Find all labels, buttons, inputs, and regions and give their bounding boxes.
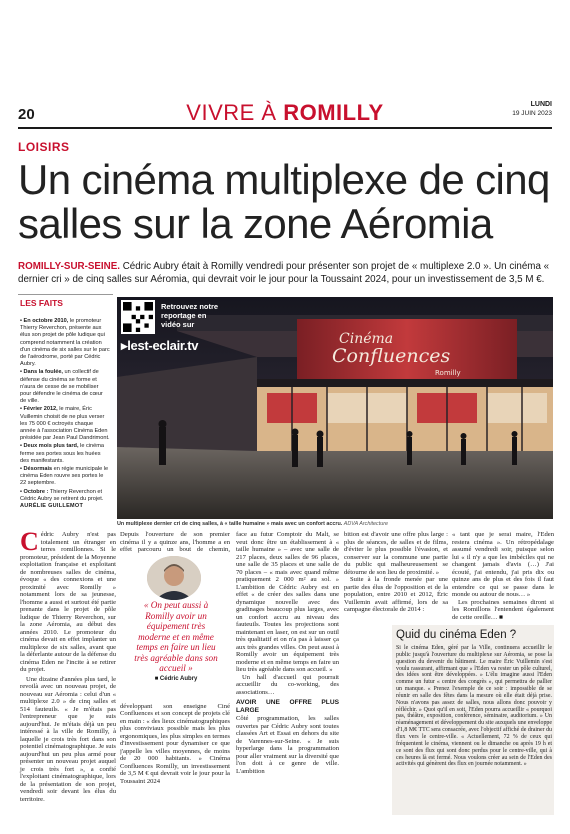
body-column-2-top — [120, 531, 230, 556]
body-column-3 — [236, 531, 339, 818]
quid-body: Si le cinéma Eden, géré par la Ville, continuera accueillir le public jusqu'à l'ouverture du multiplexe sur Aéromia, se pose la question du devenir du bâtiment. Le maire Éric Vuillemin s'est voulu rassurant, affirmant que « l'Eden va rester un pôle culturel, des idées sont être développées. » L'élu imagine aussi l'Eden comme un futur « centre des congrès », qui permettra de pallier un manque. « Prenez l'exemple de ce soir : impossible de se réunir en salle des fêtes dans la mesure où elle était déjà prise. Nous n'avons pas assez de salles, nous allons donc pouvoir y réfléchir. » Quoi qu'il en soit, l'Eden pourra accueillir « pourquoi pas, théâtre, exposition, conférence, séminaire, auditorium. » Un réaménagement et développement du site auxquels une enveloppe d'1,8 M€ TTC sera consacrée, avec l'objectif affiché de drainer du flux vers le centre-ville. « Actuellement, 72 % de ceux qui fréquentent le cinéma, viennent ou le dimanche ou après 19 h et ce sont des flux qui sont donc perdus pour le centre-ville, qui à ces heures là est fermé. Nous voulons créer au sein de l'Eden des activités qui génèrent des flux en journée notamment. » — [396, 645, 552, 768]
body-column-1 — [20, 527, 116, 803]
issue-day: LUNDI — [530, 101, 552, 108]
body-text: Les prochaines semaines diront si les Romillons l'entendent également de cette oreille… ■ — [452, 598, 554, 621]
page-number: 20 — [18, 106, 35, 123]
section-title-thin: VIVRE À — [186, 100, 277, 125]
photo-credit: ADVA Architecture — [343, 521, 389, 527]
faits-item — [20, 369, 110, 405]
chapo — [18, 260, 558, 286]
headline: Un cinéma multiplexe de cinq salles sur la zone Aéromia — [18, 156, 550, 247]
video-site-link[interactable]: ▸lest-eclair.tv — [121, 338, 199, 353]
pull-quote — [130, 600, 222, 682]
quid-box — [392, 625, 554, 815]
faits-item — [20, 466, 110, 488]
section-title-bold: ROMILLY — [283, 100, 384, 125]
body-text: bition est d'avoir une offre plus large : plus de séances, de salles et de films, d'éviter le plus possible l'évasion, et conserver sur la commune une partie du public qui malheureusement se détourne de son lieu de proximité. » — [344, 531, 448, 576]
faits-item-text: Thierry Reverchon et Cédric Aubry se retirent du projet. — [20, 488, 104, 502]
faits-item-bold: • Février 2012, — [20, 406, 58, 413]
faits-item-text: le promoteur Thierry Reverchon, présente aux élus son projet de pôle ludique qui comprend notamment la création d'un cinéma de six salles sur le parc de l'aérodrome, porté par Cédric Aubry. — [20, 318, 110, 368]
issue-date-text: 19 JUIN 2023 — [512, 110, 552, 117]
body-column-5 — [452, 531, 554, 621]
faits-item-bold: • En octobre 2010, — [20, 318, 69, 324]
body-column-2-bottom — [120, 702, 230, 818]
portrait-image — [147, 556, 201, 600]
faits-item — [20, 318, 110, 368]
kicker: LOISIRS — [18, 140, 70, 154]
qr-code-icon[interactable] — [121, 300, 155, 334]
body-text: Une dizaine d'années plus tard, le revoilà avec un nouveau projet, de nouveau sur Aéromia : celui d'un « multiplexe 2.0 » de cinq salles et 514 fauteuils. « Je m'étais pas l'entrepreneur que je suis aujourd'hui. Je m'étais déjà un peu intéressé à la ville de Romilly, à laquelle je crois très fort dans son potentiel cinématographique. Je suis aujourd'hui un peu plus armé pour présenter un nouveau projet auquel je crois très fort », a confié l'exploitant cinématographique, lors de la présentation de son projet, vendredi soir devant les élus du territoire. — [20, 675, 116, 803]
dropcap: C — [20, 527, 39, 556]
faits-item-text: en régie municipale le cinéma Eden rouvre ses portes le 22 septembre. — [20, 466, 109, 487]
sign-line-2: Confluences — [332, 345, 451, 367]
faits-item-bold: • Désormais — [20, 466, 53, 473]
faits-item-text: le cinéma ferme ses portes sous les huées des manifestants. — [20, 443, 105, 464]
video-promo-text: Retrouvez notre reportage en vidéo sur — [161, 302, 219, 329]
faits-title: LES FAITS — [20, 298, 63, 308]
author: AURÉLIE GUILLEMOT — [20, 503, 84, 509]
photo-caption — [117, 521, 553, 528]
body-text: Depuis l'ouverture de son premier cinéma il y a quinze ans, l'homme a en effet parcouru un bout de chemin, — [120, 531, 230, 553]
sign-line-1: Cinéma — [339, 331, 394, 347]
body-text: « tant que je serai maire, l'Eden restera cinéma ». Un rétropédalage assumé vendredi soir, puisque selon lui « il n'y a que les imbéciles qui ne changent jamais d'avis (…) J'ai écouté, j'ai entendu, j'ai pris dix ou quinze ans de plus et des fois il faut entendre ce qui se passe dans le monde ou autour de nous… » — [452, 531, 554, 598]
subheading: AVOIR UNE OFFRE PLUS LARGE — [236, 699, 339, 714]
quid-title: Quid du cinéma Eden ? — [396, 629, 517, 641]
faits-item — [20, 489, 110, 503]
faits-list — [20, 318, 110, 504]
header-rule — [18, 127, 552, 129]
body-text: édric Aubry n'est pas totalement un étranger en terres romillonnes. Si le promoteur, président de la Moyenne exploitation française et exploitant de nombreuses salles de cinéma, évoque « des connexions et une proximité avec Romilly » notamment lors de sa jeunesse, l'homme a aussi et surtout été partie prenante dans le projet de pôle ludique de Thierry Reverchon, sur la zone Aéromia, au début des années 2010. Le promoteur du cinéma devait en effet implanter un multiplexe de six salles, avant que la déferlante autour de la défense du cinéma Eden ne l'incite à se retirer du projet. — [20, 531, 116, 673]
video-site-label: lest-eclair.tv — [127, 338, 199, 353]
faits-item-bold: • Octobre : — [20, 488, 49, 495]
faits-item — [20, 406, 110, 442]
body-text: Un hall d'accueil qui pourrait accueillir du co-working, des associations… — [236, 673, 339, 696]
pull-quote-text: « On peut aussi à Romilly avoir un équipement très moderne et en même temps en faire un lieu très agréable dans son accueil » — [134, 600, 218, 673]
caption-text: Un multiplexe dernier cri de cinq salles, à « taille humaine » mais avec un confort accru. — [117, 521, 343, 527]
pull-quote-signature: ■ Cédric Aubry — [154, 675, 198, 682]
sign-line-3: Romilly — [435, 369, 461, 377]
body-column-4 — [344, 531, 448, 621]
issue-date — [512, 100, 552, 118]
body-text: Suite à la fronde menée par une partie des élus de l'opposition et de la population, entre 2010 et 2012, Éric Vuillemin avait affirmé, lors de sa campagne électorale de 2014 : — [344, 576, 448, 613]
body-text: Côté programmation, les salles ouvertes par Cédric Aubry sont toutes classées Art et Essai en dehors du site de Varennes-sur-Seine. « Je suis hyperlarge dans la programmation pour aller vraiment sur la diversité que l'on doit à ce genre de ville. L'ambition — [236, 715, 339, 775]
faits-rule — [18, 294, 113, 295]
qr-pattern — [123, 302, 153, 332]
body-text: face au futur Comptoir du Malt, se veut donc être un établissement à « taille humaine » – avec une salle de 217 places, deux salles de 96 places, une salle de 35 places et une salle de 70 places – « mais avec quand même pratiquement 2 000 m² au sol. » L'ambition de Cédric Aubry est en effet « de créer des salles dans une dynamique nouvelle avec des gradinages beaucoup plus larges, avec un confort accru au niveau des fauteuils. Toutes les projections sont maintenant en laser, on est sur un outil très qualitatif et on n'a pas à laisser ça aux très grandes villes. On peut aussi à Romilly avoir un équipement très moderne et en même temps en faire un lieu très agréable dans son accueil. » — [236, 531, 339, 673]
chapo-text: Cédric Aubry était à Romilly vendredi pour présenter son projet de « multiplexe 2.0 ». Un cinéma « dernier cri » de cinq salles sur Aéromia, qui devrait voir le jour pour la Toussaint 2024, pour un investissement de 3,5 M €. — [18, 261, 550, 285]
video-promo[interactable] — [121, 300, 225, 360]
chapo-location: ROMILLY-SUR-SEINE. — [18, 261, 120, 272]
section-title — [0, 100, 570, 126]
portrait-photo — [147, 556, 201, 600]
faits-item-bold: • Dans la foulée, — [20, 369, 63, 376]
pull-quote-sig-name: Cédric Aubry — [159, 675, 198, 682]
faits-item — [20, 443, 110, 465]
body-text: développant son enseigne Ciné Confluences et son concept de projets clé en main : « des lieux cinématographiques plus conviviaux possible mais les plus ergonomiques, les plus simples en termes d'investissement pour dynamiser ce que j'appelle les villes moyennes, de moins de 20 000 habitants. » Cinéma Confluences Romilly, un investissement de 3,5 M € qui devrait voir le jour pour la Toussaint 2024 — [120, 702, 230, 785]
faits-item-text: le maire, Éric Vuillemin choisit de ne plus verser les 75 000 € octroyés chaque année à l'association Cinéma Eden présidée par Jean Paul Dandrimont. — [20, 406, 110, 442]
faits-item-bold: • Deux mois plus tard, — [20, 443, 79, 450]
faits-item-text: un collectif de défense du cinéma se forme et n'aura de cesse de se mobiliser pour défendre le cinéma de cœur de ville. — [20, 369, 103, 405]
